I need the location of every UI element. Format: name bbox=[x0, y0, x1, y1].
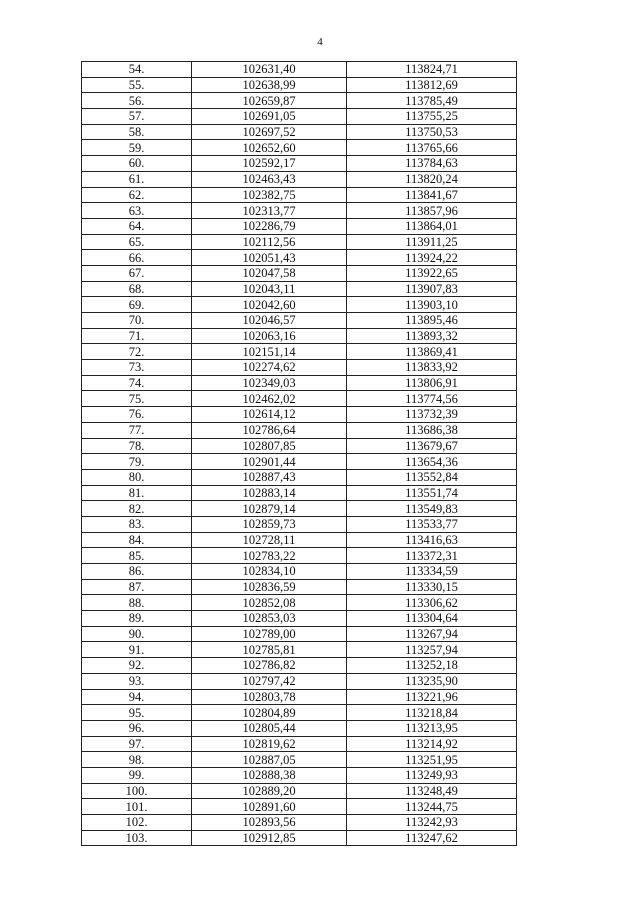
table-row bbox=[82, 391, 517, 407]
table-row bbox=[82, 297, 517, 313]
y-coordinate-cell: 113869,41 bbox=[347, 344, 517, 360]
y-coordinate-cell: 113551,74 bbox=[347, 485, 517, 501]
point-number-cell: 56. bbox=[82, 93, 192, 109]
y-coordinate-cell: 113214,92 bbox=[347, 736, 517, 752]
y-coordinate-cell: 113755,25 bbox=[347, 109, 517, 125]
y-coordinate-cell: 113864,01 bbox=[347, 218, 517, 234]
point-number-cell: 90. bbox=[82, 626, 192, 642]
table-row bbox=[82, 830, 517, 846]
point-number-cell: 83. bbox=[82, 516, 192, 532]
y-coordinate-cell: 113242,93 bbox=[347, 815, 517, 831]
x-coordinate-cell: 102042,60 bbox=[192, 297, 347, 313]
x-coordinate-cell: 102462,02 bbox=[192, 391, 347, 407]
point-number-cell: 79. bbox=[82, 454, 192, 470]
y-coordinate-cell: 113750,53 bbox=[347, 124, 517, 140]
x-coordinate-cell: 102151,14 bbox=[192, 344, 347, 360]
y-coordinate-cell: 113893,32 bbox=[347, 328, 517, 344]
y-coordinate-cell: 113533,77 bbox=[347, 516, 517, 532]
x-coordinate-cell: 102853,03 bbox=[192, 611, 347, 627]
y-coordinate-cell: 113330,15 bbox=[347, 579, 517, 595]
point-number-cell: 92. bbox=[82, 658, 192, 674]
coordinates-table-body bbox=[82, 62, 517, 846]
y-coordinate-cell: 113824,71 bbox=[347, 62, 517, 78]
table-row bbox=[82, 234, 517, 250]
table-row bbox=[82, 673, 517, 689]
x-coordinate-cell: 102888,38 bbox=[192, 767, 347, 783]
table-row bbox=[82, 124, 517, 140]
point-number-cell: 91. bbox=[82, 642, 192, 658]
y-coordinate-cell: 113218,84 bbox=[347, 705, 517, 721]
table-row bbox=[82, 736, 517, 752]
x-coordinate-cell: 102112,56 bbox=[192, 234, 347, 250]
table-row bbox=[82, 360, 517, 376]
point-number-cell: 97. bbox=[82, 736, 192, 752]
x-coordinate-cell: 102879,14 bbox=[192, 501, 347, 517]
x-coordinate-cell: 102286,79 bbox=[192, 218, 347, 234]
x-coordinate-cell: 102893,56 bbox=[192, 815, 347, 831]
y-coordinate-cell: 113244,75 bbox=[347, 799, 517, 815]
point-number-cell: 68. bbox=[82, 281, 192, 297]
x-coordinate-cell: 102901,44 bbox=[192, 454, 347, 470]
x-coordinate-cell: 102051,43 bbox=[192, 250, 347, 266]
y-coordinate-cell: 113911,25 bbox=[347, 234, 517, 250]
y-coordinate-cell: 113907,83 bbox=[347, 281, 517, 297]
x-coordinate-cell: 102046,57 bbox=[192, 313, 347, 329]
y-coordinate-cell: 113257,94 bbox=[347, 642, 517, 658]
table-row bbox=[82, 93, 517, 109]
x-coordinate-cell: 102592,17 bbox=[192, 156, 347, 172]
table-row bbox=[82, 203, 517, 219]
y-coordinate-cell: 113552,84 bbox=[347, 469, 517, 485]
point-number-cell: 89. bbox=[82, 611, 192, 627]
table-row bbox=[82, 799, 517, 815]
page-number: 4 bbox=[317, 36, 323, 48]
x-coordinate-cell: 102805,44 bbox=[192, 720, 347, 736]
y-coordinate-cell: 113784,63 bbox=[347, 156, 517, 172]
y-coordinate-cell: 113812,69 bbox=[347, 77, 517, 93]
table-row bbox=[82, 265, 517, 281]
table-row bbox=[82, 532, 517, 548]
x-coordinate-cell: 102063,16 bbox=[192, 328, 347, 344]
y-coordinate-cell: 113304,64 bbox=[347, 611, 517, 627]
table-row bbox=[82, 218, 517, 234]
y-coordinate-cell: 113654,36 bbox=[347, 454, 517, 470]
y-coordinate-cell: 113306,62 bbox=[347, 595, 517, 611]
table-row bbox=[82, 328, 517, 344]
table-row bbox=[82, 454, 517, 470]
table-row bbox=[82, 767, 517, 783]
x-coordinate-cell: 102786,82 bbox=[192, 658, 347, 674]
point-number-cell: 74. bbox=[82, 375, 192, 391]
x-coordinate-cell: 102043,11 bbox=[192, 281, 347, 297]
point-number-cell: 71. bbox=[82, 328, 192, 344]
point-number-cell: 66. bbox=[82, 250, 192, 266]
point-number-cell: 65. bbox=[82, 234, 192, 250]
x-coordinate-cell: 102614,12 bbox=[192, 407, 347, 423]
point-number-cell: 75. bbox=[82, 391, 192, 407]
x-coordinate-cell: 102728,11 bbox=[192, 532, 347, 548]
x-coordinate-cell: 102883,14 bbox=[192, 485, 347, 501]
point-number-cell: 60. bbox=[82, 156, 192, 172]
y-coordinate-cell: 113895,46 bbox=[347, 313, 517, 329]
x-coordinate-cell: 102836,59 bbox=[192, 579, 347, 595]
x-coordinate-cell: 102659,87 bbox=[192, 93, 347, 109]
y-coordinate-cell: 113372,31 bbox=[347, 548, 517, 564]
point-number-cell: 98. bbox=[82, 752, 192, 768]
point-number-cell: 95. bbox=[82, 705, 192, 721]
y-coordinate-cell: 113679,67 bbox=[347, 438, 517, 454]
x-coordinate-cell: 102887,43 bbox=[192, 469, 347, 485]
table-row bbox=[82, 171, 517, 187]
table-row bbox=[82, 187, 517, 203]
point-number-cell: 55. bbox=[82, 77, 192, 93]
point-number-cell: 64. bbox=[82, 218, 192, 234]
point-number-cell: 62. bbox=[82, 187, 192, 203]
x-coordinate-cell: 102819,62 bbox=[192, 736, 347, 752]
y-coordinate-cell: 113833,92 bbox=[347, 360, 517, 376]
point-number-cell: 67. bbox=[82, 265, 192, 281]
y-coordinate-cell: 113334,59 bbox=[347, 564, 517, 580]
y-coordinate-cell: 113251,95 bbox=[347, 752, 517, 768]
x-coordinate-cell: 102887,05 bbox=[192, 752, 347, 768]
x-coordinate-cell: 102638,99 bbox=[192, 77, 347, 93]
x-coordinate-cell: 102807,85 bbox=[192, 438, 347, 454]
table-row bbox=[82, 485, 517, 501]
point-number-cell: 96. bbox=[82, 720, 192, 736]
table-row bbox=[82, 720, 517, 736]
point-number-cell: 101. bbox=[82, 799, 192, 815]
table-row bbox=[82, 564, 517, 580]
x-coordinate-cell: 102859,73 bbox=[192, 516, 347, 532]
x-coordinate-cell: 102313,77 bbox=[192, 203, 347, 219]
table-row bbox=[82, 140, 517, 156]
table-row bbox=[82, 109, 517, 125]
x-coordinate-cell: 102691,05 bbox=[192, 109, 347, 125]
y-coordinate-cell: 113247,62 bbox=[347, 830, 517, 846]
point-number-cell: 58. bbox=[82, 124, 192, 140]
y-coordinate-cell: 113416,63 bbox=[347, 532, 517, 548]
point-number-cell: 87. bbox=[82, 579, 192, 595]
point-number-cell: 78. bbox=[82, 438, 192, 454]
y-coordinate-cell: 113235,90 bbox=[347, 673, 517, 689]
point-number-cell: 99. bbox=[82, 767, 192, 783]
table-row bbox=[82, 375, 517, 391]
table-row bbox=[82, 469, 517, 485]
table-row bbox=[82, 156, 517, 172]
point-number-cell: 69. bbox=[82, 297, 192, 313]
point-number-cell: 54. bbox=[82, 62, 192, 78]
table-row bbox=[82, 422, 517, 438]
x-coordinate-cell: 102349,03 bbox=[192, 375, 347, 391]
x-coordinate-cell: 102797,42 bbox=[192, 673, 347, 689]
y-coordinate-cell: 113765,66 bbox=[347, 140, 517, 156]
point-number-cell: 88. bbox=[82, 595, 192, 611]
table-row bbox=[82, 344, 517, 360]
x-coordinate-cell: 102697,52 bbox=[192, 124, 347, 140]
y-coordinate-cell: 113252,18 bbox=[347, 658, 517, 674]
y-coordinate-cell: 113922,65 bbox=[347, 265, 517, 281]
table-row bbox=[82, 281, 517, 297]
x-coordinate-cell: 102889,20 bbox=[192, 783, 347, 799]
table-row bbox=[82, 658, 517, 674]
point-number-cell: 86. bbox=[82, 564, 192, 580]
y-coordinate-cell: 113213,95 bbox=[347, 720, 517, 736]
point-number-cell: 82. bbox=[82, 501, 192, 517]
table-row bbox=[82, 516, 517, 532]
point-number-cell: 85. bbox=[82, 548, 192, 564]
table-row bbox=[82, 579, 517, 595]
x-coordinate-cell: 102786,64 bbox=[192, 422, 347, 438]
table-row bbox=[82, 250, 517, 266]
table-row bbox=[82, 77, 517, 93]
table-row bbox=[82, 752, 517, 768]
y-coordinate-cell: 113806,91 bbox=[347, 375, 517, 391]
y-coordinate-cell: 113774,56 bbox=[347, 391, 517, 407]
y-coordinate-cell: 113267,94 bbox=[347, 626, 517, 642]
table-row bbox=[82, 611, 517, 627]
table-row bbox=[82, 705, 517, 721]
table-row bbox=[82, 626, 517, 642]
y-coordinate-cell: 113248,49 bbox=[347, 783, 517, 799]
table-row bbox=[82, 783, 517, 799]
x-coordinate-cell: 102631,40 bbox=[192, 62, 347, 78]
point-number-cell: 72. bbox=[82, 344, 192, 360]
x-coordinate-cell: 102912,85 bbox=[192, 830, 347, 846]
point-number-cell: 61. bbox=[82, 171, 192, 187]
y-coordinate-cell: 113924,22 bbox=[347, 250, 517, 266]
y-coordinate-cell: 113841,67 bbox=[347, 187, 517, 203]
point-number-cell: 81. bbox=[82, 485, 192, 501]
point-number-cell: 70. bbox=[82, 313, 192, 329]
table-row bbox=[82, 407, 517, 423]
y-coordinate-cell: 113732,39 bbox=[347, 407, 517, 423]
x-coordinate-cell: 102783,22 bbox=[192, 548, 347, 564]
point-number-cell: 80. bbox=[82, 469, 192, 485]
x-coordinate-cell: 102852,08 bbox=[192, 595, 347, 611]
x-coordinate-cell: 102834,10 bbox=[192, 564, 347, 580]
y-coordinate-cell: 113549,83 bbox=[347, 501, 517, 517]
point-number-cell: 57. bbox=[82, 109, 192, 125]
point-number-cell: 103. bbox=[82, 830, 192, 846]
y-coordinate-cell: 113903,10 bbox=[347, 297, 517, 313]
x-coordinate-cell: 102785,81 bbox=[192, 642, 347, 658]
y-coordinate-cell: 113221,96 bbox=[347, 689, 517, 705]
x-coordinate-cell: 102382,75 bbox=[192, 187, 347, 203]
point-number-cell: 63. bbox=[82, 203, 192, 219]
x-coordinate-cell: 102463,43 bbox=[192, 171, 347, 187]
table-row bbox=[82, 689, 517, 705]
coordinates-table bbox=[81, 61, 517, 846]
x-coordinate-cell: 102652,60 bbox=[192, 140, 347, 156]
point-number-cell: 76. bbox=[82, 407, 192, 423]
x-coordinate-cell: 102804,89 bbox=[192, 705, 347, 721]
point-number-cell: 59. bbox=[82, 140, 192, 156]
point-number-cell: 102. bbox=[82, 815, 192, 831]
x-coordinate-cell: 102789,00 bbox=[192, 626, 347, 642]
table-row bbox=[82, 501, 517, 517]
point-number-cell: 93. bbox=[82, 673, 192, 689]
point-number-cell: 77. bbox=[82, 422, 192, 438]
table-row bbox=[82, 642, 517, 658]
table-row bbox=[82, 815, 517, 831]
y-coordinate-cell: 113820,24 bbox=[347, 171, 517, 187]
x-coordinate-cell: 102891,60 bbox=[192, 799, 347, 815]
point-number-cell: 73. bbox=[82, 360, 192, 376]
x-coordinate-cell: 102047,58 bbox=[192, 265, 347, 281]
y-coordinate-cell: 113857,96 bbox=[347, 203, 517, 219]
table-row bbox=[82, 548, 517, 564]
point-number-cell: 84. bbox=[82, 532, 192, 548]
point-number-cell: 94. bbox=[82, 689, 192, 705]
table-row bbox=[82, 438, 517, 454]
point-number-cell: 100. bbox=[82, 783, 192, 799]
y-coordinate-cell: 113249,93 bbox=[347, 767, 517, 783]
x-coordinate-cell: 102274,62 bbox=[192, 360, 347, 376]
x-coordinate-cell: 102803,78 bbox=[192, 689, 347, 705]
y-coordinate-cell: 113686,38 bbox=[347, 422, 517, 438]
y-coordinate-cell: 113785,49 bbox=[347, 93, 517, 109]
table-row bbox=[82, 595, 517, 611]
table-row bbox=[82, 62, 517, 78]
table-row bbox=[82, 313, 517, 329]
